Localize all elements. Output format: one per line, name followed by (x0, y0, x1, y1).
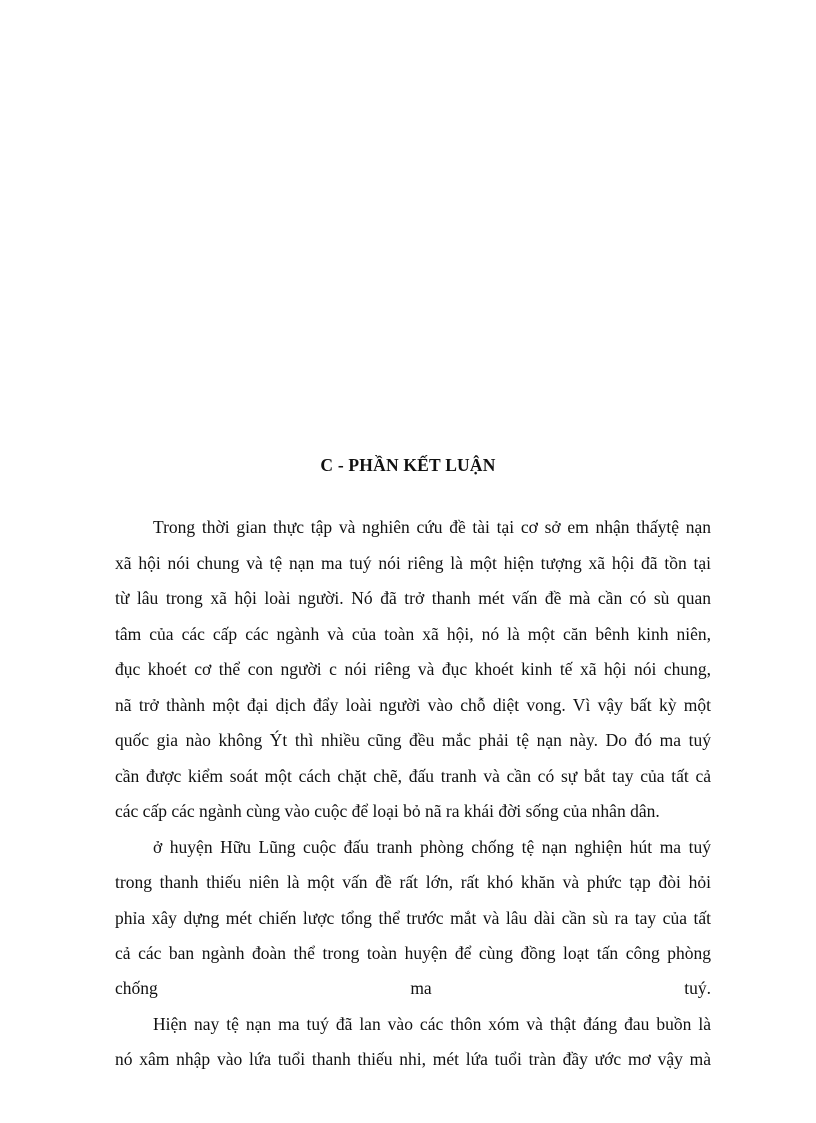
paragraph-line: ở huyện Hữu Lũng cuộc đấu tranh phòng chống tệ nạn nghiện hút ma tuý (153, 837, 711, 857)
section-heading: C - PHẦN KẾT LUẬN (320, 455, 496, 475)
paragraph-line: phỉa xây dựng mét chiến lược tổng thể trước mắt và lâu dài cần sù ra tay của tất (115, 908, 711, 928)
paragraph-line: tâm của các cấp các ngành và của toàn xã hội, nó là một căn bênh kinh niên, (115, 624, 711, 644)
paragraph-line: trong thanh thiếu niên là một vấn đề rất lớn, rất khó khăn và phức tạp đòi hỏi (115, 872, 711, 892)
paragraph-line: cần được kiểm soát một cách chặt chẽ, đấu tranh và cần có sự bắt tay của tất cả (115, 766, 711, 786)
paragraph-line: nã trở thành một đại dịch đẩy loài người vào chỗ diệt vong. Vì vậy bất kỳ một (115, 695, 711, 715)
paragraph-line: cả các ban ngành đoàn thể trong toàn huyện để cùng đồng loạt tấn công phòng (115, 943, 711, 963)
paragraph-line: đục khoét cơ thể con người c nói riêng và đục khoét kinh tế xã hội nói chung, (115, 659, 711, 679)
paragraph-line: Hiện nay tệ nạn ma tuý đã lan vào các thôn xóm và thật đáng đau buồn là (153, 1014, 711, 1034)
paragraph-line: các cấp các ngành cùng vào cuộc để loại bỏ nã ra khái đời sống của nhân dân. (115, 801, 660, 821)
paragraph-line: từ lâu trong xã hội loài người. Nó đã trở thanh mét vấn đề mà cần có sù quan (115, 588, 711, 608)
paragraph-line: Trong thời gian thực tập và nghiên cứu đề tài tại cơ sở em nhận thấytệ nạn (153, 517, 711, 537)
paragraph-line: xã hội nói chung và tệ nạn ma tuý nói riêng là một hiện tượng xã hội đã tồn tại (115, 553, 711, 573)
paragraph-line: chống ma tuý. (115, 978, 711, 998)
paragraph-line: nó xâm nhập vào lứa tuổi thanh thiếu nhi, mét lứa tuổi tràn đầy ước mơ vậy mà (115, 1049, 711, 1069)
paragraph-line: quốc gia nào không Ýt thì nhiều cũng đều mắc phải tệ nạn này. Do đó ma tuý (115, 730, 711, 750)
